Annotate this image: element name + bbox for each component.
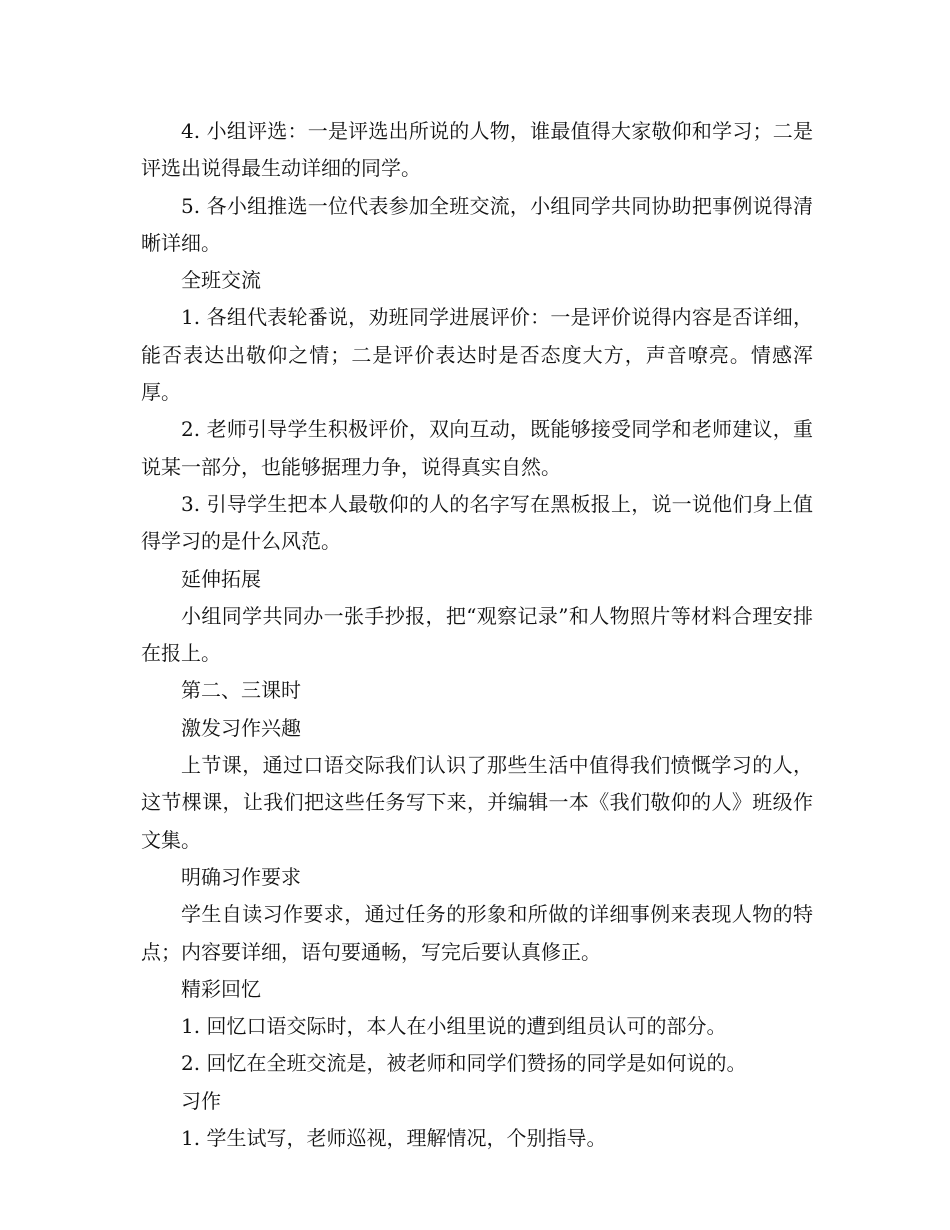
paragraph: 小组同学共同办一张手抄报，把“观察记录”和人物照片等材料合理安排在报上。 <box>141 603 813 666</box>
section-heading: 第二、三课时 <box>181 678 301 703</box>
paragraph: 5. 各小组推选一位代表参加全班交流，小组同学共同协助把事例说得清晰详细。 <box>141 193 813 255</box>
paragraph: 1. 回忆口语交际时，本人在小组里说的遭到组员认可的部分。 <box>181 1014 727 1039</box>
paragraph: 2. 老师引导学生积极评价，双向互动，既能够接受同学和老师建议，重说某一部分，也能够据理力争，说得真实自然。 <box>141 417 813 479</box>
document-body <box>141 113 813 1157</box>
paragraph: 4. 小组评选：一是评选出所说的人物，谁最值得大家敬仰和学习；二是评选出说得最生动详细的同学。 <box>141 119 813 181</box>
paragraph: 学生自读习作要求，通过任务的形象和所做的详细事例来表现人物的特点；内容要详细，语句要通畅，写完后要认真修正。 <box>141 902 813 964</box>
paragraph: 上节课，通过口语交际我们认识了那些生活中值得我们愤慨学习的人，这节棵课，让我们把这些任务写下来，并编辑一本《我们敬仰的人》班级作文集。 <box>141 753 813 852</box>
section-heading: 全班交流 <box>181 268 261 293</box>
section-heading: 精彩回忆 <box>181 976 261 1001</box>
section-heading: 延伸拓展 <box>181 566 261 591</box>
paragraph: 1. 各组代表轮番说，劝班同学进展评价：一是评价说得内容是否详细，能否表达出敬仰之情；二是评价表达时是否态度大方，声音嘹亮。情感浑厚。 <box>141 305 813 405</box>
paragraph: 3. 引导学生把本人最敬仰的人的名字写在黑板报上，说一说他们身上值得学习的是什么风范。 <box>141 491 813 554</box>
section-heading: 明确习作要求 <box>181 864 301 889</box>
paragraph: 2. 回忆在全班交流是，被老师和同学们赞扬的同学是如何说的。 <box>181 1051 747 1076</box>
section-heading: 习作 <box>181 1088 221 1113</box>
section-heading: 激发习作兴趣 <box>181 715 301 740</box>
paragraph: 1. 学生试写，老师巡视，理解情况，个别指导。 <box>181 1126 607 1151</box>
